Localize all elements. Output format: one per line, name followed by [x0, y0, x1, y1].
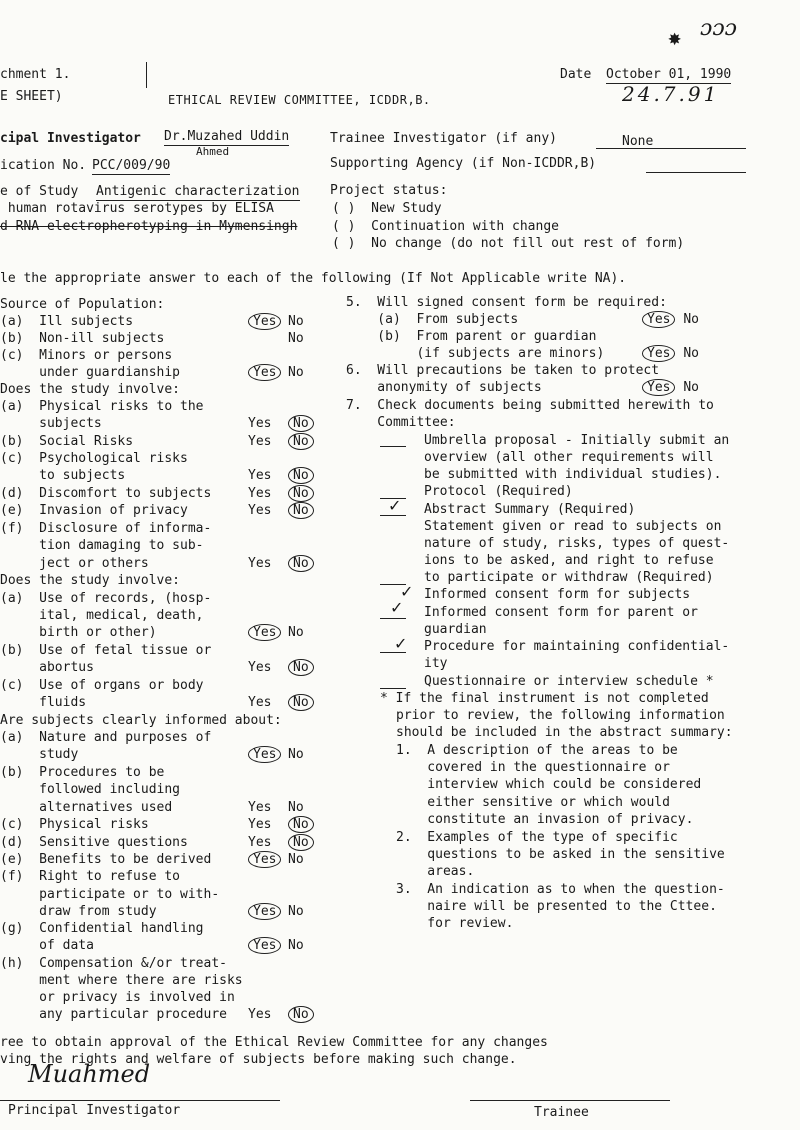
right-answer-no: No: [683, 380, 699, 395]
left-question-line: ject or others: [0, 556, 149, 571]
left-question-line: (f) Right to refuse to: [0, 869, 181, 884]
answer-no-text: No: [288, 555, 314, 572]
answer-yes: [248, 834, 271, 851]
answer-yes: [248, 364, 281, 381]
blank-consent-parent: [380, 618, 406, 619]
answer-no: [288, 364, 304, 381]
answer-no-text: No: [288, 485, 314, 502]
status-new-study: ( ) New Study: [332, 201, 442, 216]
answer-no: [288, 502, 314, 519]
answer-no: [288, 467, 314, 484]
left-question-line: subjects: [0, 416, 102, 431]
answer-yes-text: Yes: [248, 1007, 272, 1022]
date-value: October 01, 1990: [606, 67, 732, 82]
answer-yes: [248, 313, 281, 330]
right-question-line: * If the final instrument is not completed: [380, 691, 709, 706]
pi-signature: Muahmed: [28, 1060, 151, 1088]
answer-yes-text: Yes: [248, 503, 272, 518]
left-question-line: draw from study: [0, 904, 157, 919]
left-question-line: ital, medical, death,: [0, 608, 204, 623]
left-question-line: study: [0, 747, 79, 762]
agency-label: Supporting Agency (if Non-ICDDR,B): [330, 156, 597, 171]
answer-no-text: No: [288, 415, 314, 432]
left-question-line: any particular procedure: [0, 1007, 227, 1022]
answer-yes-text: Yes: [248, 851, 281, 868]
right-question-line: Umbrella proposal - Initially submit an: [424, 433, 730, 448]
answer-no-text: No: [288, 747, 304, 762]
answer-yes: [248, 799, 271, 816]
left-question-line: (h) Compensation &/or treat-: [0, 956, 227, 971]
right-question-line: prior to review, the following information: [396, 708, 725, 723]
check-abstract-icon: ✓: [388, 496, 402, 515]
right-question-line: 1. A description of the areas to be: [396, 743, 678, 758]
answer-yes: [248, 624, 281, 641]
left-question-line: (c) Minors or persons: [0, 348, 173, 363]
answer-no: [288, 330, 304, 347]
answer-yes-text: Yes: [248, 695, 272, 710]
left-question-line: (a) Physical risks to the: [0, 399, 204, 414]
left-question-line: (b) Use of fetal tissue or: [0, 643, 212, 658]
handwritten-date: 24.7.91: [622, 82, 720, 106]
pi-value: Dr.Muzahed Uddin: [164, 129, 290, 144]
blank-abstract: [380, 515, 406, 516]
right-question-line: constitute an invasion of privacy.: [396, 812, 694, 827]
right-question-line: guardian: [424, 622, 487, 637]
answer-yes: [248, 746, 281, 763]
answer-no: [288, 816, 314, 833]
status-no-change: ( ) No change (do not fill out rest of form): [332, 236, 685, 251]
answer-yes: [248, 903, 281, 920]
right-question-line: Protocol (Required): [424, 484, 573, 499]
right-question-line: for review.: [396, 916, 514, 931]
left-question-line: (b) Procedures to be: [0, 765, 165, 780]
right-question-line: be submitted with individual studies).: [424, 467, 722, 482]
answer-no-text: No: [288, 467, 314, 484]
project-status-label: Project status:: [330, 183, 448, 198]
right-question-line: 5. Will signed consent form be required:: [346, 295, 667, 310]
answer-no: [288, 624, 304, 641]
answer-yes: [248, 467, 271, 484]
answer-no-text: No: [288, 314, 304, 329]
right-question-line: Informed consent form for subjects: [424, 587, 691, 602]
answer-yes-text: Yes: [248, 817, 272, 832]
right-answer: [642, 379, 699, 396]
trainee-label: Trainee Investigator (if any): [330, 131, 557, 146]
answer-yes: [248, 937, 281, 954]
right-answer-yes: Yes: [642, 345, 675, 362]
right-question-line: 3. An indication as to when the question-: [396, 882, 725, 897]
blank-umbrella: [380, 446, 406, 447]
answer-yes: [248, 555, 271, 572]
answer-yes: [248, 415, 271, 432]
right-answer: [642, 311, 699, 328]
right-question-line: overview (all other requirements will: [424, 450, 714, 465]
left-question-line: (b) Social Risks: [0, 434, 134, 449]
answer-no: [288, 799, 304, 816]
right-question-line: interview which could be considered: [396, 777, 702, 792]
right-question-line: 6. Will precautions be taken to protect: [346, 363, 660, 378]
right-question-line: (a) From subjects: [346, 312, 519, 327]
answer-yes-text: Yes: [248, 624, 281, 641]
answer-no-text: No: [288, 659, 314, 676]
left-question-line: tion damaging to sub-: [0, 538, 204, 553]
answer-no-text: No: [288, 816, 314, 833]
answer-no: [288, 433, 314, 450]
answer-yes-text: Yes: [248, 434, 272, 449]
left-question-line: (f) Disclosure of informa-: [0, 521, 212, 536]
answer-no-text: No: [288, 502, 314, 519]
right-answer-yes: Yes: [642, 379, 675, 396]
left-question-line: fluids: [0, 695, 87, 710]
left-question-line: (c) Physical risks: [0, 817, 149, 832]
left-question-line: (e) Invasion of privacy: [0, 503, 188, 518]
left-question-line: (a) Ill subjects: [0, 314, 134, 329]
answer-yes-text: Yes: [248, 937, 281, 954]
agency-line: [646, 172, 746, 173]
answer-yes: [248, 851, 281, 868]
answer-no: [288, 851, 304, 868]
answer-yes-text: Yes: [248, 800, 272, 815]
right-question-line: Committee:: [346, 415, 456, 430]
right-question-line: ity: [424, 656, 448, 671]
pi-value-2: Ahmed: [196, 145, 230, 158]
answer-no-text: No: [288, 938, 304, 953]
right-question-line: Procedure for maintaining confidential-: [424, 639, 730, 654]
left-question-line: (c) Psychological risks: [0, 451, 188, 466]
answer-no: [288, 555, 314, 572]
left-question-line: (d) Sensitive questions: [0, 835, 188, 850]
right-question-line: covered in the questionnaire or: [396, 760, 670, 775]
left-question-line: Does the study involve:: [0, 573, 181, 588]
answer-no-text: No: [288, 852, 304, 867]
right-question-line: either sensitive or which would: [396, 795, 670, 810]
committee-title: ETHICAL REVIEW COMMITTEE, ICDDR,B.: [168, 93, 431, 107]
attachment-label: chment 1.: [0, 67, 71, 82]
pi-signature-line: [0, 1100, 280, 1101]
answer-yes-text: Yes: [248, 746, 281, 763]
answer-yes-text: Yes: [248, 364, 281, 381]
answer-no: [288, 313, 304, 330]
study-title-3: d RNA electropherotyping in Mymensingh: [0, 219, 298, 234]
answer-yes-text: Yes: [248, 556, 272, 571]
blank-questionnaire: [380, 688, 406, 689]
answer-no-text: No: [288, 625, 304, 640]
right-question-line: anonymity of subjects: [346, 380, 542, 395]
answer-no: [288, 1006, 314, 1023]
answer-yes: [248, 502, 271, 519]
left-question-line: ment where there are risks: [0, 973, 243, 988]
corner-handwritten-mark: ɔɔɔ: [700, 16, 737, 41]
study-title-label: e of Study: [0, 184, 79, 199]
study-title-1: Antigenic characterization: [96, 184, 300, 199]
answer-yes-text: Yes: [248, 835, 272, 850]
status-continuation: ( ) Continuation with change: [332, 219, 559, 234]
left-question-line: under guardianship: [0, 365, 181, 380]
answer-no-text: No: [288, 694, 314, 711]
answer-yes-text: Yes: [248, 660, 272, 675]
answer-yes-text: Yes: [248, 903, 281, 920]
left-question-line: participate or to with-: [0, 887, 220, 902]
left-question-line: to subjects: [0, 468, 126, 483]
sheet-label: E SHEET): [0, 89, 63, 104]
answer-yes-text: Yes: [248, 313, 281, 330]
right-question-line: naire will be presented to the Cttee.: [396, 899, 717, 914]
answer-yes-text: Yes: [248, 416, 272, 431]
right-question-line: Abstract Summary (Required): [424, 502, 636, 517]
check-consent-parent-icon: ✓: [390, 598, 404, 617]
right-question-line: areas.: [396, 864, 475, 879]
right-answer-yes: Yes: [642, 311, 675, 328]
answer-no: [288, 659, 314, 676]
answer-no-text: No: [288, 904, 304, 919]
left-question-line: or privacy is involved in: [0, 990, 235, 1005]
right-question-line: Informed consent form for parent or: [424, 605, 698, 620]
trainee-signature-line: [470, 1100, 670, 1101]
application-value: PCC/009/90: [92, 158, 171, 173]
right-question-line: (if subjects are minors): [346, 346, 605, 361]
trainee-line: [596, 148, 746, 149]
right-question-line: nature of study, risks, types of quest-: [424, 536, 730, 551]
answer-yes: [248, 694, 271, 711]
answer-no: [288, 485, 314, 502]
right-answer-no: No: [683, 346, 699, 361]
right-question-line: ions to be asked, and right to refuse: [424, 553, 714, 568]
left-question-line: (a) Use of records, (hosp-: [0, 591, 212, 606]
answer-yes: [248, 485, 271, 502]
answer-no: [288, 694, 314, 711]
left-question-line: alternatives used: [0, 800, 173, 815]
right-question-line: Questionnaire or interview schedule *: [424, 674, 714, 689]
answer-yes: [248, 433, 271, 450]
left-question-line: of data: [0, 938, 94, 953]
left-question-line: abortus: [0, 660, 94, 675]
agreement-line-2: ving the rights and welfare of subjects before making such change.: [0, 1052, 517, 1067]
answer-no-text: No: [288, 331, 304, 346]
margin-mark: [146, 62, 147, 88]
scribble-icon: ✸: [668, 26, 682, 51]
check-confidential-icon: ✓: [394, 634, 408, 653]
left-question-line: (c) Use of organs or body: [0, 678, 204, 693]
left-question-line: (a) Nature and purposes of: [0, 730, 212, 745]
right-answer-no: No: [683, 312, 699, 327]
agreement-line-1: ree to obtain approval of the Ethical Review Committee for any changes: [0, 1035, 548, 1050]
right-question-line: Statement given or read to subjects on: [424, 519, 722, 534]
answer-no-text: No: [288, 433, 314, 450]
answer-no: [288, 903, 304, 920]
right-answer: [642, 345, 699, 362]
pi-caption: Principal Investigator: [8, 1103, 181, 1118]
answer-yes: [248, 1006, 271, 1023]
study-title-2: human rotavirus serotypes by ELISA: [0, 201, 274, 216]
pi-label: cipal Investigator: [0, 131, 141, 146]
right-question-line: questions to be asked in the sensitive: [396, 847, 725, 862]
left-question-line: Source of Population:: [0, 297, 165, 312]
trainee-value: None: [622, 134, 654, 149]
date-label: Date: [560, 67, 592, 82]
right-question-line: should be included in the abstract summary:: [396, 725, 733, 740]
answer-no-text: No: [288, 1006, 314, 1023]
answer-no-text: No: [288, 834, 314, 851]
right-question-line: to participate or withdraw (Required): [424, 570, 714, 585]
answer-no: [288, 746, 304, 763]
instruction: le the appropriate answer to each of the following (If Not Applicable write NA).: [0, 271, 627, 286]
left-question-line: (d) Discomfort to subjects: [0, 486, 212, 501]
answer-no-text: No: [288, 800, 304, 815]
left-question-line: followed including: [0, 782, 181, 797]
left-question-line: birth or other): [0, 625, 157, 640]
answer-no-text: No: [288, 365, 304, 380]
check-consent-subjects-icon: ✓: [400, 582, 414, 601]
answer-yes: [248, 816, 271, 833]
left-question-line: (b) Non-ill subjects: [0, 331, 165, 346]
application-label: ication No.: [0, 158, 87, 173]
answer-no: [288, 834, 314, 851]
left-question-line: Does the study involve:: [0, 382, 181, 397]
answer-yes: [248, 659, 271, 676]
right-question-line: 7. Check documents being submitted herewith to: [346, 398, 714, 413]
right-question-line: (b) From parent or guardian: [346, 329, 597, 344]
answer-no: [288, 415, 314, 432]
right-question-line: 2. Examples of the type of specific: [396, 830, 678, 845]
left-question-line: (g) Confidential handling: [0, 921, 204, 936]
trainee-caption: Trainee: [534, 1105, 589, 1120]
answer-yes-text: Yes: [248, 486, 272, 501]
left-question-line: (e) Benefits to be derived: [0, 852, 212, 867]
answer-no: [288, 937, 304, 954]
left-question-line: Are subjects clearly informed about:: [0, 713, 282, 728]
answer-yes-text: Yes: [248, 468, 272, 483]
